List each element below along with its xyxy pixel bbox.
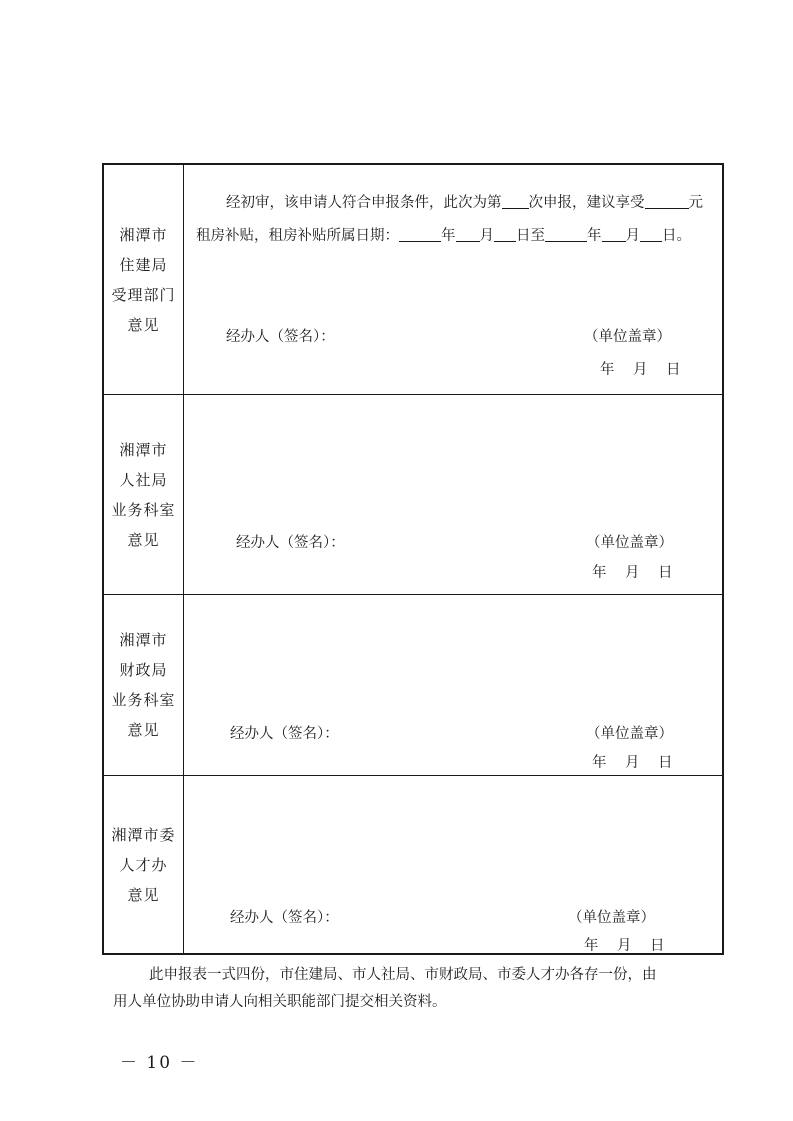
label-line: 财政局 (119, 661, 168, 679)
end-day-blank[interactable] (640, 226, 662, 242)
section-content (184, 595, 722, 775)
date-label: 年 月 日 (600, 362, 683, 378)
label-line: 住建局 (119, 255, 168, 274)
opinion-line-2 (196, 224, 691, 245)
label-line: 意见 (127, 885, 160, 904)
unit-seal-label: （单位盖章） (568, 910, 655, 926)
label-line: 意见 (127, 721, 160, 739)
date-label: 年 月 日 (592, 755, 675, 771)
date-label: 年 月 日 (592, 565, 675, 581)
label-line: 湘潭市 (119, 440, 168, 459)
label-line: 意见 (127, 530, 160, 549)
unit-seal-label: （单位盖章） (586, 535, 673, 551)
opinion-text: 年 (441, 228, 456, 244)
date-label: 年 月 日 (584, 938, 667, 954)
opinion-text: 日。 (662, 228, 691, 244)
section-content (184, 776, 722, 953)
opinion-line-1 (226, 191, 703, 212)
label-line: 人社局 (119, 470, 168, 489)
handler-signature-label: 经办人（签名）： (236, 535, 345, 551)
start-day-blank[interactable] (494, 226, 516, 242)
section-label (104, 395, 184, 594)
start-year-blank[interactable] (399, 226, 441, 242)
section-content (184, 165, 722, 394)
section-finance-bureau (104, 595, 722, 776)
section-label (104, 165, 184, 394)
start-month-blank[interactable] (456, 226, 480, 242)
label-line: 湘潭市 (119, 631, 168, 649)
handler-signature-label: 经办人（签名）： (226, 329, 335, 345)
label-line: 人才办 (119, 855, 168, 874)
label-line: 业务科室 (111, 500, 176, 519)
opinion-text: 年 (587, 228, 602, 244)
unit-seal-label: （单位盖章） (584, 329, 671, 345)
end-month-blank[interactable] (602, 226, 626, 242)
section-label (104, 776, 184, 953)
approval-form-table (102, 163, 724, 955)
opinion-text: 元 (688, 195, 703, 211)
footnote (113, 962, 725, 1016)
footnote-line: 用人单位协助申请人向相关职能部门提交相关资料。 (113, 994, 447, 1010)
label-line: 湘潭市委 (111, 825, 176, 844)
section-hr-bureau (104, 395, 722, 595)
section-talent-office (104, 776, 722, 953)
page-number: － 10 － (120, 1053, 199, 1073)
end-year-blank[interactable] (545, 226, 587, 242)
label-line: 受理部门 (111, 285, 176, 304)
handler-signature-label: 经办人（签名）： (230, 726, 339, 742)
application-count-blank[interactable] (502, 193, 529, 209)
opinion-text: 次申报，建议享受 (528, 195, 645, 211)
opinion-text: 日至 (516, 228, 545, 244)
label-line: 意见 (127, 315, 160, 334)
unit-seal-label: （单位盖章） (586, 726, 673, 742)
subsidy-amount-blank[interactable] (645, 193, 689, 209)
label-line: 业务科室 (111, 691, 176, 709)
section-housing-bureau (104, 165, 722, 395)
section-content (184, 395, 722, 594)
section-label (104, 595, 184, 775)
opinion-text: 月 (479, 228, 494, 244)
opinion-text: 月 (625, 228, 640, 244)
handler-signature-label: 经办人（签名）： (230, 910, 339, 926)
label-line: 湘潭市 (119, 225, 168, 244)
footnote-line: 此申报表一式四份，市住建局、市人社局、市财政局、市委人才办各存一份，由 (149, 967, 657, 983)
opinion-text: 租房补贴，租房补贴所属日期： (196, 228, 399, 244)
opinion-text: 经初审，该申请人符合申报条件，此次为第 (226, 195, 502, 211)
